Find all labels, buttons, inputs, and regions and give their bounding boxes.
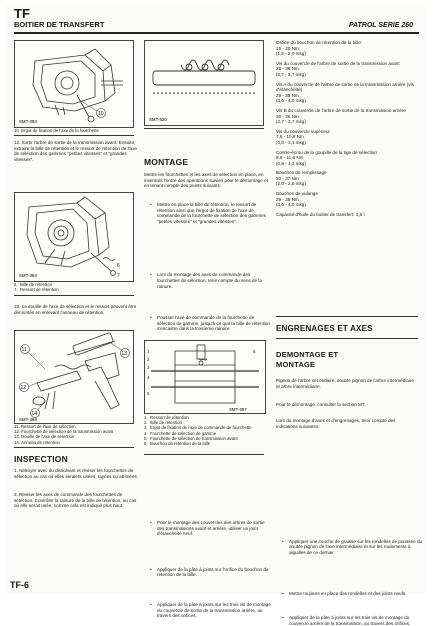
montage-point-3: • Pousser l'axe de commande de la fourchette de sélection de gamme, jusqu'à ce que la bille de rétention s'encastre dans la troisième rainure. — [150, 315, 273, 332]
figure-code: SMT-394 — [19, 273, 37, 278]
divider — [14, 135, 134, 136]
figure-smt-398 — [14, 330, 134, 424]
figure-code: SMT-398 — [19, 417, 37, 422]
figure-smt-397 — [144, 340, 266, 414]
caption-6: 6. Bouchon de rétention de la bille — [144, 441, 211, 447]
caption-14: 14. Anneau de rétention — [14, 439, 60, 445]
header-rule — [14, 32, 419, 34]
divider — [276, 316, 418, 317]
figure-code: SMT-397 — [229, 407, 247, 412]
callout-12: 12 — [20, 385, 27, 391]
torque-specs — [276, 40, 416, 217]
divider — [14, 447, 134, 448]
torque-8: Bouchon de vidange 29 - 39 Nm (3,0 - 4,0 mkg) — [276, 191, 318, 208]
figure-code: SMT-520 — [149, 117, 167, 122]
inspection-heading: INSPECTION — [14, 454, 68, 464]
divider — [144, 128, 264, 129]
torque-1: Orifice du bouchon de rétention de la bille: 15 - 20 Nm (1,5 - 2,0 mkg) — [276, 40, 363, 57]
caption-4: 4. Fourchette de sélection de gamme — [144, 430, 217, 436]
torque-4: Vis B du couvercle de l'arbre de sortie de la transmission arrière 26 - 36 Nm (2,7 - 3,7 mkg) — [276, 107, 406, 125]
caption-text: Ergot de fixation de l'axe de la fourchette — [21, 128, 99, 133]
gears-point-3: • Appliquer de la pâte à joints sur les trois vis de montage du couvercle arrière de la transmission, au travers des orifices. — [282, 615, 423, 626]
step-13: 13. La douille de l'axe de sélection et le ressort peuvent être démontés en enlevant l'anneau de rétention. — [14, 304, 137, 315]
montage-intro: Mettre les fourchettes et les axes de sélection en place, en inversant l'ordre des opérations suivies pour le démontage et en tenant compte des points suivants: — [144, 172, 268, 189]
figure-captions — [14, 282, 139, 292]
callout-4: 4 — [147, 375, 150, 380]
demontage-heading: DEMONTAGE ET MONTAGE — [276, 350, 339, 369]
gears-intro: Pignon de l'arbre secondaire, double pignon de l'arbre intermédiaire et arbre intermédiaire. — [276, 378, 414, 389]
section-code: TF — [14, 6, 30, 21]
callout-1: 1 — [147, 349, 150, 354]
step-12: 12. Sortir l'arbre de sortie de la transmission avant. Ensuite, extraire la bille de rétention et le ressort de rétention de l'axe de sélection des gammes "petites vitesses" et "grandes vitesses". — [14, 140, 137, 162]
divider — [14, 295, 134, 296]
engrenages-heading: ENGRENAGES ET AXES — [276, 324, 373, 333]
callout-10: 10 — [98, 111, 104, 117]
transfer-case-drawing-2 — [15, 193, 133, 281]
gears-point-2: • Mettre toujours en place des rondelles et des joints neufs. — [282, 591, 423, 597]
caption-1: 1. Ressort de rétention — [144, 415, 189, 420]
montage-point-2: • Lors du montage des axes de commande des fourchettes de sélection, tenir compte du sens de la rainure. — [150, 272, 273, 289]
callout-2: 2 — [147, 357, 150, 362]
transfer-case-drawing-1 — [15, 41, 133, 127]
figure-captions — [14, 424, 142, 445]
caption-2: 2. Bille de rétention — [144, 420, 182, 426]
shift-rod-groove-drawing — [145, 41, 263, 125]
caption-5: 5. Fourchette de sélection de transmission avant — [144, 435, 238, 441]
figure-captions — [144, 415, 269, 446]
callout-11: 11 — [21, 347, 27, 353]
model-title: PATROL SERIE 260 — [348, 22, 413, 29]
montage-point-1: • Mettre en place la bille de rétention, le ressort de rétention ainsi que l'ergot de fixation de l'axe de commande de la fourchette de sélection des gammes "petites vitesses" et "grandes vitesses". — [150, 202, 273, 224]
callout-14: 14 — [31, 411, 38, 417]
torque-5: Vis du couvercle supérieur 7,8 - 10,8 Nm (0,8 - 1,1 mkg) — [276, 128, 331, 145]
caption-7: 7. Ressort de rétention — [14, 287, 59, 293]
montage-point-5: • Appliquer de la pâte à joints sur l'orifice du bouchon de rétention de la bille. — [150, 567, 273, 578]
divider — [144, 454, 264, 455]
torque-7: Bouchon de remplissage 20 - 27 Nm (2,0 - 2,8 mkg) — [276, 170, 327, 187]
page-number: TF-6 — [10, 580, 29, 590]
figure-smt-394 — [14, 192, 134, 282]
torque-6: Contre-écrou de la goupille de la tige de sélection 8,8 - 11,8 Nm (0,9 - 1,2 mkg) — [276, 149, 377, 166]
shift-rod-drawing — [15, 331, 133, 423]
gears-consult: Pour le démontage, consulter la section MT. — [276, 402, 366, 407]
callout-7: 7 — [117, 273, 120, 279]
callout-3: 3 — [147, 365, 150, 370]
figure-caption — [14, 128, 139, 133]
torque-3: Vis A du couvercle de l'arbre de sortie de la transmission arrière (vis d'étanchéité) 29 - 39 Nm (3,0 - 4,0 mkg) — [276, 81, 414, 104]
gears-montage-text: Lors du montage d'axes et d'engrenages, tenir compte des indications suivantes: — [276, 418, 396, 429]
caption-13: 13. Douille de l'axe de sélection — [14, 434, 75, 440]
manual-page — [6, 4, 425, 626]
figure-smt-393 — [14, 40, 134, 128]
callout-13: 13 — [121, 351, 128, 357]
inspection-step-2: 2. Réviser les axes de commande des fourchettes de sélection. Contrôler la rainure de la bille de rétention, au cas où elle serait usée, comme cela est indiqué plus haut. — [14, 492, 137, 509]
montage-point-4: • Pour le montage des couvercles des arbres de sortie des transmissions avant et arrière, utiliser un joint d'étanchéité neuf. — [150, 520, 273, 537]
inspection-step-1: 1. Nettoyer avec du dissolvant et réviser les fourchettes de sélection au cas où elles seraient usées, rayées ou abîmées. — [14, 468, 139, 479]
callout-6: 6 — [253, 349, 256, 354]
callout-5: 5 — [147, 391, 150, 396]
torque-2: Vis du couvercle de l'arbre de sortie de la transmission avant 26 - 36 Nm (2,7 - 3,7 mkg) — [276, 60, 400, 77]
caption-number: 10. — [14, 128, 20, 133]
oil-capacity: Capacité d'huile du boitier de transfert: 1,5 l — [276, 211, 365, 217]
caption-12: 12. Fourchette de sélection de la transmission avant — [14, 429, 114, 435]
caption-3: 3. Ergot de fixation de l'axe de commande de fourchette — [144, 425, 252, 431]
detent-assembly-drawing — [145, 341, 265, 413]
figure-code: SMT-393 — [19, 119, 37, 124]
caption-6: 6. Bille de rétention — [14, 282, 52, 287]
callout-6: 6 — [117, 263, 120, 269]
montage-point-6: • Appliquer de la pâte à joints sur les trois vis de montage du couvercle de sortie de la transmission arrière, au travers des orifices. — [150, 602, 273, 619]
montage-heading: MONTAGE — [144, 157, 189, 167]
divider — [276, 338, 418, 339]
caption-11: 11. Ressort de l'axe de sélection — [14, 424, 76, 429]
section-subtitle: BOITIER DE TRANSFERT — [14, 20, 105, 29]
figure-smt-520 — [144, 40, 264, 126]
gears-point-1: • Appliquer une couche de graisse sur les rondelles de poussée du double pignon de l'axe intermédiaire et sur les roulements à aiguilles de ce dernier. — [282, 539, 423, 556]
